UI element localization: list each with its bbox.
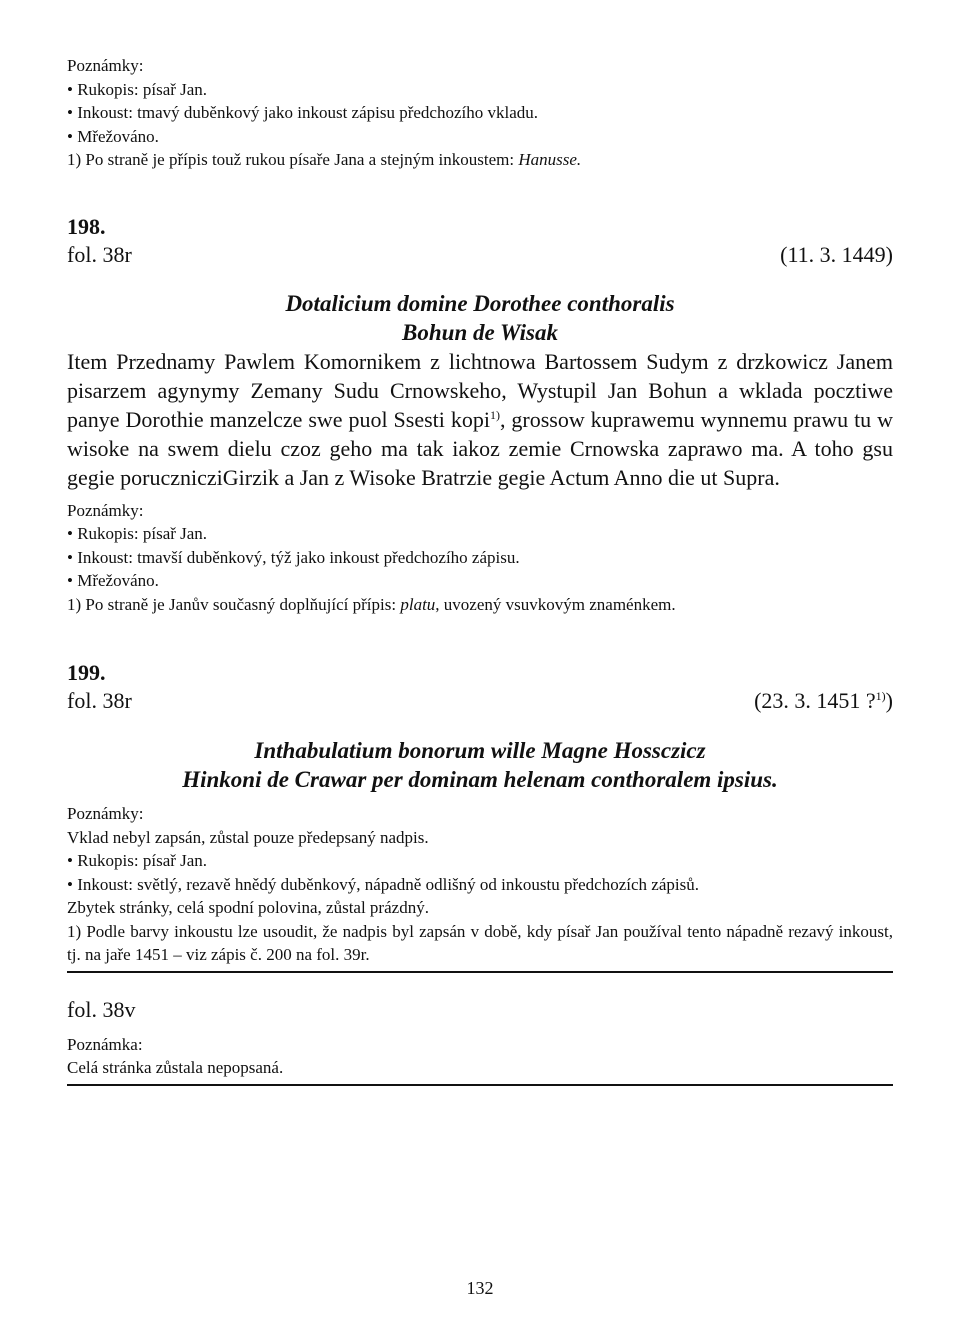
note-line: • Inkoust: světlý, rezavě hnědý duběnkový, nápadně odlišný od inkoustu předchozích zápisů. — [67, 874, 699, 894]
entry-title-line1: Inthabulatium bonorum wille Magne Hossczicz — [254, 738, 706, 763]
footnote-marker: 1) — [875, 689, 886, 703]
entry-date: (23. 3. 1451 ?$^{1)}$) — [754, 688, 893, 713]
notes-heading: Poznámky: — [67, 56, 144, 75]
footnote: 1) Po straně je Janův současný doplňující přípis: platu, uvozený vsuvkovým znaménkem. — [67, 594, 676, 614]
notes-heading: Poznámky: — [67, 500, 144, 520]
entry-text: Item Przednamy Pawlem Komornikem z lichtnowa Bartossem Sudym z drzkowicz Janem pisarzem agynymy Zemany Sudu Crnowskeho, Wystupil Jan Bohun a wklada pocztiwe panye Dorothie manzelcze swe puol Ssesti kopi$^{1)}$, grossow kuprawemu wynnemu prawu tu w wisoke na swem dielu czoz geho ma tak iakoz zemie Crnowska zaprawo ma. A toho gsu gegie porucznicziGirzik a Jan z Wisoke Bratrzie gegie Actum Anno die ut Supra. — [67, 348, 893, 490]
document-page — [67, 54, 893, 1086]
top-notes — [67, 54, 893, 172]
entry-title — [67, 289, 893, 347]
footnote-marker: 1) — [489, 407, 500, 422]
folio-row — [67, 996, 893, 1024]
footnote: 1) Po straně je přípis touž rukou písaře Jana a stejným inkoustem: Hanusse. — [67, 150, 582, 169]
entry-number: 199. — [67, 660, 106, 685]
entry-198 — [67, 213, 893, 617]
entry-notes — [67, 802, 893, 967]
folio-row — [67, 687, 893, 715]
entry-title — [67, 736, 893, 794]
divider — [67, 971, 893, 973]
folio-label: fol. 38r — [67, 688, 132, 713]
note-line: • Mřežováno. — [67, 126, 159, 146]
note-line: • Rukopis: písař Jan. — [67, 524, 208, 543]
entry-title-line2: Hinkoni de Crawar per dominam helenam conthoralem ipsius. — [182, 767, 778, 792]
entry-title-line1: Dotalicium domine Dorothee conthoralis — [285, 290, 675, 316]
folio-row — [67, 241, 893, 269]
note-line: Celá stránka zůstala nepopsaná. — [67, 1058, 284, 1077]
note-line: • Inkoust: tmavší duběnkový, týž jako inkoust předchozího zápisu. — [67, 547, 520, 567]
folio-label: fol. 38r — [67, 241, 132, 267]
entry-title-line2: Bohun de Wisak — [402, 319, 558, 345]
footnote: 1) Podle barvy inkoustu lze usoudit, že nadpis byl zapsán v době, kdy písař Jan používal tento nápadně rezavý inkoust, tj. na jaře 1451 – viz zápis č. 200 na fol. 39r. — [67, 921, 893, 964]
notes-heading: Poznámky: — [67, 804, 144, 823]
footnote-italic: Hanusse. — [518, 150, 582, 169]
note-line: • Mřežováno. — [67, 571, 159, 590]
folio-note — [67, 1033, 893, 1080]
page-number: 132 — [466, 1278, 494, 1298]
note-line: Zbytek stránky, celá spodní polovina, zůstal prázdný. — [67, 898, 429, 917]
note-line: • Inkoust: tmavý duběnkový jako inkoust zápisu předchozího vkladu. — [67, 103, 539, 122]
entry-date: (11. 3. 1449) — [780, 241, 893, 267]
entry-number: 198. — [67, 213, 106, 239]
divider — [67, 1084, 893, 1086]
note-line: • Rukopis: písař Jan. — [67, 79, 208, 99]
entry-notes — [67, 499, 893, 617]
entry-199 — [67, 659, 893, 973]
note-line: • Rukopis: písař Jan. — [67, 851, 208, 870]
folio-38v — [67, 996, 893, 1086]
folio-label: fol. 38v — [67, 996, 136, 1022]
note-line: Vklad nebyl zapsán, zůstal pouze předepsaný nadpis. — [67, 827, 429, 847]
notes-heading: Poznámka: — [67, 1034, 143, 1054]
footnote-italic: platu — [400, 594, 436, 614]
